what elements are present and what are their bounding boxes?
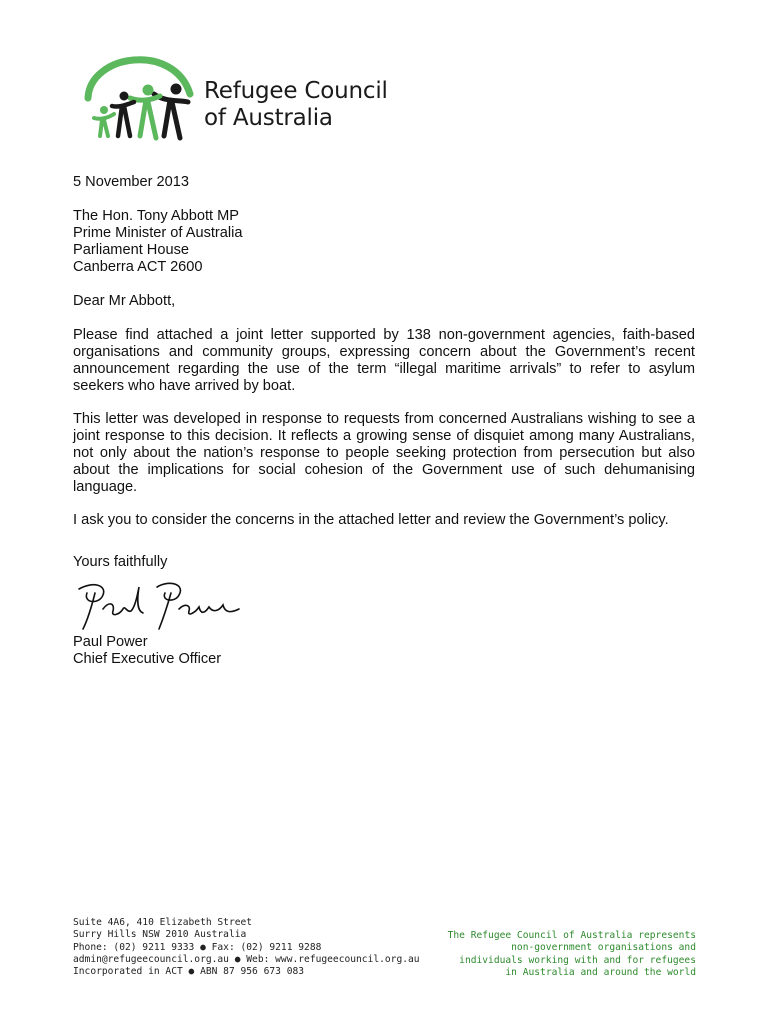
body-paragraph: Please find attached a joint letter supported by 138 non-government agencies, faith-based organisations and community groups, expressing concern about the Government’s recent announcement regarding the use of the term “illegal maritime arrivals” to refer to asylum seekers who have arrived by boat.: [73, 327, 695, 394]
body-paragraph: This letter was developed in response to requests from concerned Australians wishing to see a joint response to this decision. It reflects a growing sense of disquiet among many Australians, not only about the nation’s response to people seeking protection from persecution but also about the implications for social cohesion of the Government use of such dehumanising language.: [73, 411, 695, 495]
footer-contact-line: admin@refugeecouncil.org.au ● Web: www.refugeecouncil.org.au: [73, 953, 420, 965]
recipient-line: Parliament House: [73, 242, 189, 258]
recipient-line: Prime Minister of Australia: [73, 225, 243, 241]
footer-statement-line: individuals working with and for refugees: [459, 954, 696, 966]
footer-statement: [448, 930, 696, 979]
letter-date: 5 November 2013: [73, 174, 190, 190]
recipient-address: [73, 208, 695, 276]
salutation: Dear Mr Abbott,: [73, 293, 176, 309]
footer-contact-line: Incorporated in ACT ● ABN 87 956 673 083: [73, 966, 305, 978]
footer-statement-line: in Australia and around the world: [505, 966, 696, 978]
footer-contact-line: Phone: (02) 9211 9333 ● Fax: (02) 9211 9288: [73, 941, 322, 953]
handwritten-signature: [73, 579, 243, 631]
refugee-family-logo-icon: [84, 46, 196, 146]
signer-name: Paul Power: [73, 634, 148, 650]
organisation-logo: [84, 46, 424, 150]
organisation-name: [204, 78, 388, 132]
signer-title: Chief Executive Officer: [73, 651, 222, 667]
organisation-name-line1: Refugee Council: [204, 78, 388, 104]
letter-body: [73, 174, 695, 668]
footer-statement-line: non-government organisations and: [511, 942, 696, 954]
signer-block: [73, 634, 695, 668]
recipient-line: Canberra ACT 2600: [73, 259, 203, 275]
organisation-name-line2: of Australia: [204, 105, 333, 131]
footer-contact-line: Suite 4A6, 410 Elizabeth Street: [73, 917, 253, 928]
body-paragraph: I ask you to consider the concerns in the attached letter and review the Government’s policy.: [73, 512, 669, 528]
recipient-line: The Hon. Tony Abbott MP: [73, 208, 240, 224]
footer-contact: [73, 917, 420, 978]
footer-contact-line: Surry Hills NSW 2010 Australia: [73, 929, 247, 941]
footer-statement-line: The Refugee Council of Australia represents: [447, 930, 696, 941]
closing: Yours faithfully: [73, 554, 168, 570]
